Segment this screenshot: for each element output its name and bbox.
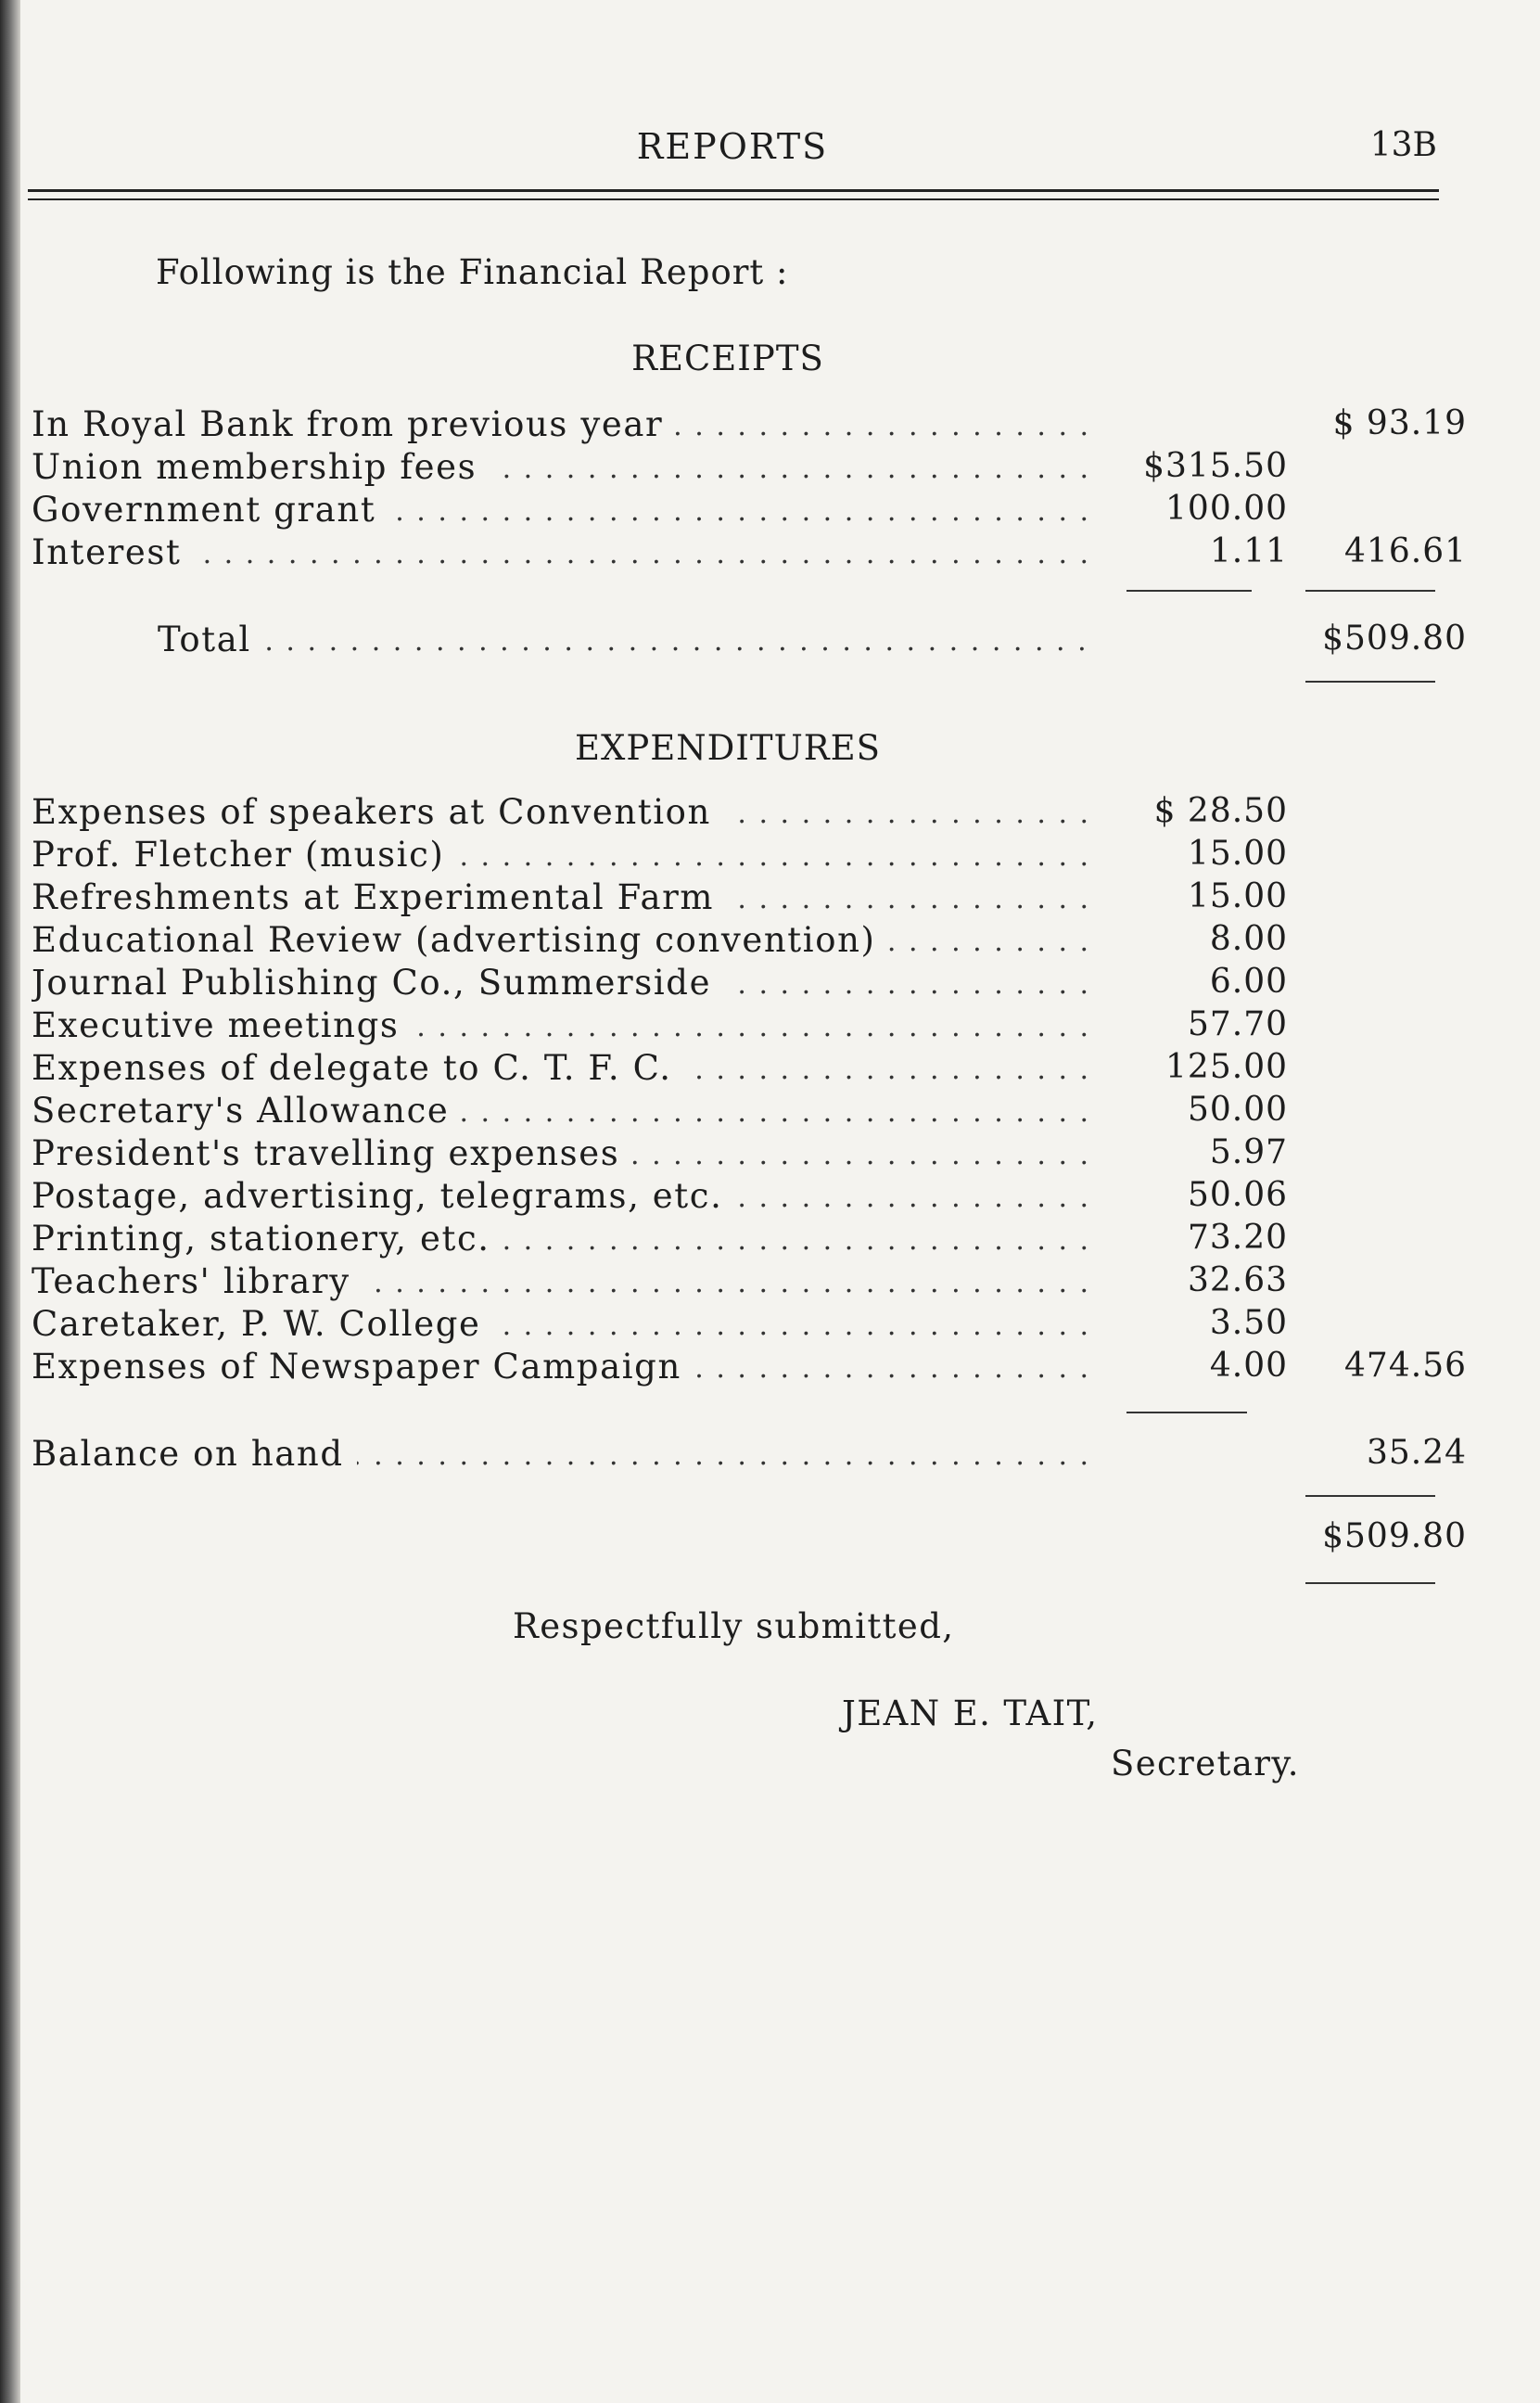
expenditure-amount: $ 28.50 [1153, 792, 1288, 830]
expenditure-row [32, 835, 1450, 877]
balance-row [32, 1434, 1467, 1476]
expenditure-row [32, 1048, 1450, 1091]
expenditure-amount: 4.00 [1209, 1347, 1288, 1385]
expenditure-row [32, 1091, 1450, 1133]
header-rule-thin [28, 198, 1439, 200]
receipt-total: 416.61 [1344, 532, 1467, 570]
signatory-name: JEAN E. TAIT, [842, 1694, 1099, 1733]
receipts-total-row [32, 620, 1467, 662]
expenditure-row [32, 1219, 1450, 1261]
expenditure-amount: 8.00 [1209, 920, 1288, 958]
balance-value: 35.24 [1366, 1434, 1467, 1472]
expenditure-row [32, 877, 1450, 920]
expenditure-amount: 3.50 [1209, 1304, 1288, 1342]
expenditure-amount: 57.70 [1187, 1005, 1288, 1043]
sign-off: Respectfully submitted, [513, 1606, 955, 1646]
header-rule [28, 189, 1439, 192]
subtotal-rule [1305, 590, 1435, 592]
expenditure-row [32, 1133, 1450, 1176]
running-title: REPORTS [636, 126, 829, 167]
expenditure-amount: 6.00 [1209, 963, 1288, 1001]
expenditure-row [32, 1005, 1450, 1048]
expenditure-label: Caretaker, P. W. College [32, 1304, 493, 1344]
expenditure-label: Expenses of speakers at Convention [32, 792, 724, 832]
expenditure-label: Refreshments at Experimental Farm [32, 877, 727, 917]
expenditure-label: Educational Review (advertising convention) [32, 920, 889, 960]
expenditure-row [32, 963, 1450, 1005]
expenditure-row [32, 1347, 1467, 1389]
receipt-label: Union membership fees [32, 447, 490, 487]
receipt-row [32, 532, 1467, 575]
expenditure-amount: 15.00 [1187, 835, 1288, 873]
expenditure-label: Expenses of delegate to C. T. F. C. [32, 1048, 685, 1088]
subtotal-rule [1305, 1495, 1435, 1497]
receipt-amount: $315.50 [1143, 447, 1288, 485]
receipt-row [32, 447, 1450, 490]
expenditure-label: Journal Publishing Co., Summerside [32, 963, 724, 1003]
expenditure-amount: 32.63 [1187, 1261, 1288, 1299]
receipt-label: In Royal Bank from previous year [32, 404, 676, 444]
receipt-total: $ 93.19 [1332, 404, 1467, 442]
receipt-row [32, 404, 1467, 447]
signatory-title: Secretary. [1111, 1744, 1300, 1783]
total-rule [1305, 1582, 1435, 1584]
intro-text: Following is the Financial Report : [156, 252, 789, 292]
expenditure-label: Expenses of Newspaper Campaign [32, 1347, 694, 1387]
expenditure-amount: 15.00 [1187, 877, 1288, 915]
expenditure-amount: 50.00 [1187, 1091, 1288, 1129]
receipt-label: Government grant [32, 490, 388, 530]
balance-label: Balance on hand [32, 1434, 357, 1474]
grand-total-value: $509.80 [1322, 1517, 1467, 1555]
subtotal-rule [1126, 1412, 1247, 1413]
expenditures-total: 474.56 [1344, 1347, 1467, 1385]
page-number: 13B [1369, 126, 1437, 164]
expenditure-label: Executive meetings [32, 1005, 412, 1045]
expenditure-label: Printing, stationery, etc. [32, 1219, 503, 1259]
expenditure-row [32, 792, 1450, 835]
expenditure-amount: 5.97 [1209, 1133, 1288, 1171]
receipt-amount: 1.11 [1209, 532, 1288, 570]
expenditure-row [32, 920, 1450, 963]
expenditure-label: Teachers' library [32, 1261, 363, 1301]
receipts-heading: RECEIPTS [631, 339, 824, 378]
receipt-label: Interest [32, 532, 194, 572]
grand-total-row [32, 1517, 1467, 1560]
expenditure-amount: 125.00 [1165, 1048, 1288, 1086]
receipts-total-value: $509.80 [1322, 620, 1467, 658]
expenditure-label: President's travelling expenses [32, 1133, 632, 1173]
expenditures-heading: EXPENDITURES [575, 728, 881, 768]
total-rule [1305, 681, 1435, 683]
expenditure-amount: 50.06 [1187, 1176, 1288, 1214]
expenditure-row [32, 1176, 1450, 1219]
receipt-amount: 100.00 [1165, 490, 1288, 528]
page-header [28, 126, 1437, 173]
expenditure-row [32, 1261, 1450, 1304]
receipt-row [32, 490, 1450, 532]
subtotal-rule [1126, 590, 1252, 592]
expenditure-label: Postage, advertising, telegrams, etc. [32, 1176, 735, 1216]
receipts-total-label: Total [158, 620, 264, 659]
expenditure-row [32, 1304, 1450, 1347]
expenditure-amount: 73.20 [1187, 1219, 1288, 1257]
expenditure-label: Prof. Fletcher (music) [32, 835, 457, 875]
expenditure-label: Secretary's Allowance [32, 1091, 462, 1131]
